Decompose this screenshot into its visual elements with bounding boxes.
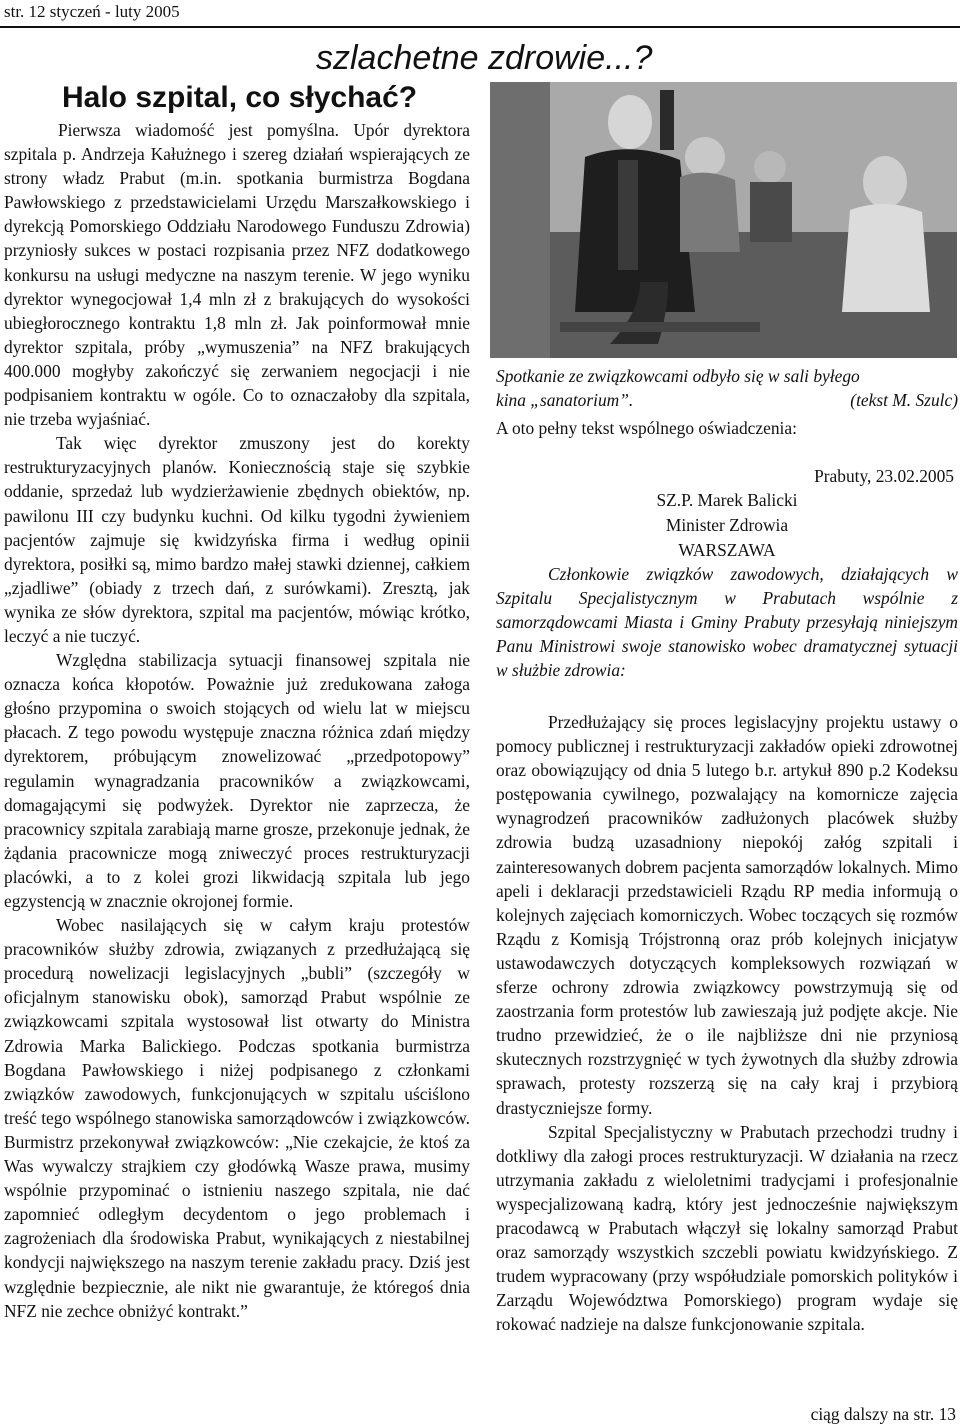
page-info: str. 12 styczeń - luty 2005 (4, 2, 180, 21)
letter-paragraph: Szpital Specjalistyczny w Prabutach przechodzi trudny i dotkliwy dla załogi proces restrukturyzacji. W działania na rzecz utrzymania zakładu z wieloletnimi tradycjami i profesjonalnie wyspecjalizowaną kadrą, który jest jednocześnie największym pracodawcą w Prabutach włączył się lokalny samorząd Prabut oraz samorządy wszystkich szczebli powiatu kwidzyńskiego. Z trudem wypracowany (przy współudziale pomorskich polityków i Zarządu Województwa Pomorskiego) program wydaje się rokować nadzieje na dalsze funkcjonowanie szpitala. (496, 1121, 958, 1335)
article-paragraph: Pierwsza wiadomość jest pomyślna. Upór dyrektora szpitala p. Andrzeja Kałużnego i szereg działań wspierających ze strony władz Prabut (m.in. spotkania burmistrza Bogdana Pawłowskiego z przedstawicielami Urzędu Marszałkowskiego i dyrekcją Pomorskiego Oddziału Narodowego Funduszu Zdrowia) przyniosły sukces w postaci rozpisania przez NFZ dodatkowego konkursu na usługi medyczne na naszym terenie. W jego wyniku dyrektor wynegocjował 1,4 mln zł z brakujących do wysokości ubiegłorocznego kontraktu 1,8 mln zł. Jak poinformował mnie dyrektor szpitala, próby „wymuszenia” na NFZ brakujących 400.000 mogłyby zakończyć się zerwaniem negocjacji i nie podpisaniem kontraktu w ogóle. Co to oznaczałoby dla szpitala, nie trzeba wyjaśniać. (4, 120, 470, 430)
caption-credit: (tekst M. Szulc) (850, 390, 958, 411)
article-headline: Halo szpital, co słychać? (62, 81, 418, 114)
meeting-photo-image (490, 82, 957, 358)
section-title: szlachetne zdrowie...? (316, 39, 653, 77)
caption-row (496, 388, 958, 412)
letter-paragraph: Przedłużający się proces legislacyjny projektu ustawy o pomocy publicznej i restrukturyzacji zakładów opieki zdrowotnej oraz obowiązujący od dnia 5 lutego b.r. artykuł 890 p.2 Kodeksu postępowania cywilnego, pozwalający na komornicze zajęcia wynagrodzeń pracowników zadłużonych placówek służby zdrowia budzą uzasadniony niepokój załóg szpitali i zainteresowanych dobrem pacjenta samorządów lokalnych. Mimo apeli i deklaracji przedstawicieli Rządu RP media informują o kolejnych zajęciach komorniczych. Wobec toczących się rozmów Rządu z Komisją Trójstronną oraz prób kolejnych inicjatyw ustawodawczych dotyczących kompleksowych rozwiązań w sferze ochrony zdrowia związkowcy powstrzymują się od zaostrzania form protestów lub zawieszają już podjęte akcje. Nie trudno przewidzieć, że o ile najbliższe dni nie przyniosą skutecznych rozstrzygnięć w tych żywotnych dla służby zdrowia sprawach, protesty rozszerzą się na cały kraj i przybiorą drastyczniejsze formy. (496, 712, 958, 1118)
article-paragraph: Tak więc dyrektor zmuszony jest do korekty restrukturyzacyjnych planów. Koniecznością staje się szybkie oddanie, sprzedaż lub wydzierżawienie zbędnych obiektów, np. pawilonu III czy budynku kuchni. Od kilku tygodni żywieniem pacjentów zajmuje się kwidzyńska firma i według opinii dyrektora, posiłki są, mimo bardzo małej stawki dziennej, całkiem „zjadliwe” (obiady z trzech dań, z surówkami). Zresztą, jak wynika ze słów dyrektora, szpital ma pacjentów, mówiąc krótko, leczyć a nie tuczyć. (4, 433, 470, 646)
caption-line: kina „sanatorium”. (496, 390, 634, 411)
meeting-photo (490, 82, 957, 358)
left-column (4, 118, 470, 1323)
recipient-city: WARSZAWA (678, 540, 776, 560)
page-header (0, 0, 960, 28)
photo-caption (496, 364, 958, 412)
continued-note: ciąg dalszy na str. 13 (810, 1404, 956, 1424)
caption-line: Spotkanie ze związkowcami odbyło się w sali byłego (496, 366, 860, 386)
letter-preamble (496, 562, 958, 682)
header-rule (0, 26, 960, 28)
letter-dateline: Prabuty, 23.02.2005 (814, 466, 954, 486)
letter-preamble-text: Członkowie związków zawodowych, działających w Szpitalu Specjalistycznym w Prabutach wspólnie z samorządowcami Miasta i Gminy Prabuty przesyłają niniejszym Panu Ministrowi swoje stanowisko wobec dramatycznej sytuacji w służbie zdrowia: (496, 564, 958, 681)
article-paragraph: Wobec nasilających się w całym kraju protestów pracowników służby zdrowia, związanych z przedłużającą się procedurą nowelizacji legislacyjnych „bubli” (szczegóły w oficjalnym stanowisku obok), samorząd Prabut wspólnie ze związkowcami szpitala wystosował list otwarty do Ministra Zdrowia Marka Balickiego. Podczas spotkania burmistrza Bogdana Pawłowskiego i niżej podpisanego z członkami związków zawodowych, funkcjonujących w szpitalu uściślono treść tego wspólnego stanowiska samorządowców i związkowców. Burmistrz przekonywał związkowców: „Nie czekajcie, że ktoś za Was wywalczy strajkiem czy głodówką Wasze prawa, musimy wspólnie przypominać o istnieniu naszego szpitala, nie dać zapomnieć odległym decydentom o jego problemach i zagrożeniach dla środowiska Prabut, wynikających z niestabilnej kondycji największego na naszym terenie zakładu pracy. Dziś jest względnie bezpiecznie, ale nikt nie gwarantuje, że któregoś dnia NFZ nie zechce obniżyć kontrakt.” (4, 915, 470, 1321)
statement-intro: A oto pełny tekst wspólnego oświadczenia: (496, 418, 797, 438)
letter-body (496, 710, 958, 1336)
recipient-name: SZ.P. Marek Balicki (656, 490, 798, 510)
recipient-title: Minister Zdrowia (665, 515, 789, 535)
article-paragraph: Względna stabilizacja sytuacji finansowej szpitala nie oznacza końca kłopotów. Poważnie już zredukowana załoga głośno przypomina o swoich stojących od wielu lat w miejscu płacach. Z tego powodu występuje znaczna różnica zdań między dyrektorem, próbującym znowelizować „przedpotopowy” regulamin wynagradzania pracowników a związkowcami, domagającymi się podwyżek. Dyrektor nie zaprzecza, że pracownicy szpitala zarabiają marne grosze, przekonuje jednak, że żądania pracownicze mogą zniweczyć proces restrukturyzacji placówki, a to z kolei grozi likwidacją szpitala lub jego egzystencją w znacznie okrojonej formie. (4, 650, 470, 911)
